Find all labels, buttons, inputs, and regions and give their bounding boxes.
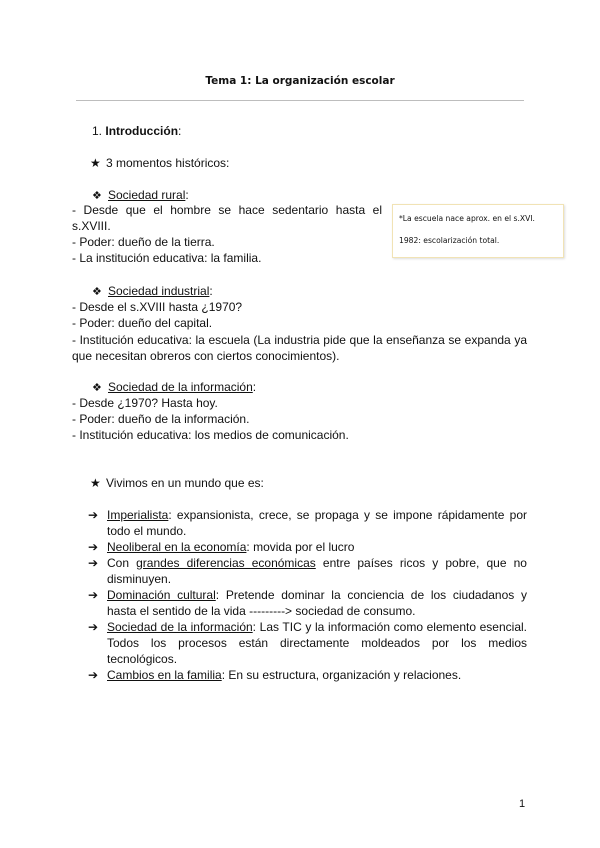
star-icon: ★ (90, 476, 101, 490)
section-suffix: : (178, 124, 182, 138)
subheading-label: Sociedad rural (108, 188, 186, 202)
item-rest: : movida por el lucro (246, 540, 355, 554)
list-item (107, 555, 527, 587)
item-underlined: Imperialista (107, 508, 169, 522)
rural-line-4: - La institución educativa: la familia. (72, 251, 262, 265)
page-number: 1 (519, 798, 526, 810)
subheading-suffix: : (185, 188, 189, 202)
item-rest: : Pretende dominar la conciencia de los ciudadanos y hasta el sentido de la vida ---------> sociedad de consumo. (107, 588, 527, 618)
rural-line-3: - Poder: dueño de la tierra. (72, 235, 215, 249)
item-rest: : Las TIC y la información como elemento esencial. Todos los procesos están directamente moldeados por los medios tecnológicos. (107, 620, 527, 666)
note-line-1: *La escuela nace aprox. en el s.XVI. (399, 214, 535, 223)
info-line-2: - Poder: dueño de la información. (72, 412, 250, 426)
star-bullet-mundo (90, 476, 264, 490)
arrow-icon: ➔ (88, 668, 99, 682)
industrial-line-1: - Desde el s.XVIII hasta ¿1970? (72, 300, 243, 314)
title-divider (76, 100, 524, 101)
subheading-rural (92, 188, 189, 202)
arrow-icon: ➔ (88, 540, 99, 554)
industrial-line-2: - Poder: dueño del capital. (72, 316, 213, 330)
item-underlined: Sociedad de la información (107, 620, 253, 634)
side-note-box (392, 204, 564, 258)
subheading-suffix: : (252, 380, 257, 394)
diamond-bullet-icon: ❖ (92, 382, 102, 394)
rural-line-1: - Desde que el hombre se hace sedentario hasta el (72, 203, 382, 217)
arrow-icon: ➔ (88, 508, 99, 522)
info-line-3: - Institución educativa: los medios de comunicación. (72, 428, 349, 442)
arrow-icon: ➔ (88, 620, 99, 634)
industrial-line-3: - Institución educativa: la escuela (La industria pide que la enseñanza se expanda ya que necesitan obreros con ciertos conocimientos). (72, 333, 527, 363)
star-bullet-momentos (90, 156, 229, 170)
section-label: Introducción (105, 124, 179, 138)
star-text: 3 momentos históricos: (106, 156, 230, 170)
item-underlined: Cambios en la familia (107, 668, 222, 682)
diamond-bullet-icon: ❖ (92, 286, 102, 298)
page-title: Tema 1: La organización escolar (205, 75, 395, 87)
arrow-icon: ➔ (88, 556, 99, 570)
diamond-bullet-icon: ❖ (92, 190, 102, 202)
list-item (107, 667, 527, 683)
subheading-label: Sociedad industrial (108, 284, 210, 298)
list-item (107, 539, 527, 555)
item-pre: Con (107, 556, 137, 570)
rural-line-2: s.XVIII. (72, 219, 111, 233)
item-underlined: grandes diferencias económicas (136, 556, 316, 570)
item-rest: : En su estructura, organización y relaciones. (221, 668, 462, 682)
subheading-label: Sociedad de la información (108, 380, 253, 394)
item-underlined: Neoliberal en la economía (107, 540, 247, 554)
star-icon: ★ (90, 156, 101, 170)
arrow-icon: ➔ (88, 588, 99, 602)
list-item (107, 507, 527, 539)
list-item (107, 619, 527, 667)
section-heading-intro (92, 124, 181, 138)
note-line-2: 1982: escolarización total. (399, 236, 500, 245)
item-rest: entre países ricos y pobre, que no disminuyen. (107, 556, 527, 586)
star-text: Vivimos en un mundo que es: (106, 476, 264, 490)
subheading-suffix: : (209, 284, 213, 298)
item-rest: : expansionista, crece, se propaga y se impone rápidamente por todo el mundo. (107, 508, 527, 538)
subheading-informacion (92, 380, 256, 394)
list-item (107, 587, 527, 619)
item-underlined: Dominación cultural (107, 588, 216, 602)
info-line-1: - Desde ¿1970? Hasta hoy. (72, 396, 218, 410)
section-number: 1. (92, 124, 103, 138)
subheading-industrial (92, 284, 213, 298)
